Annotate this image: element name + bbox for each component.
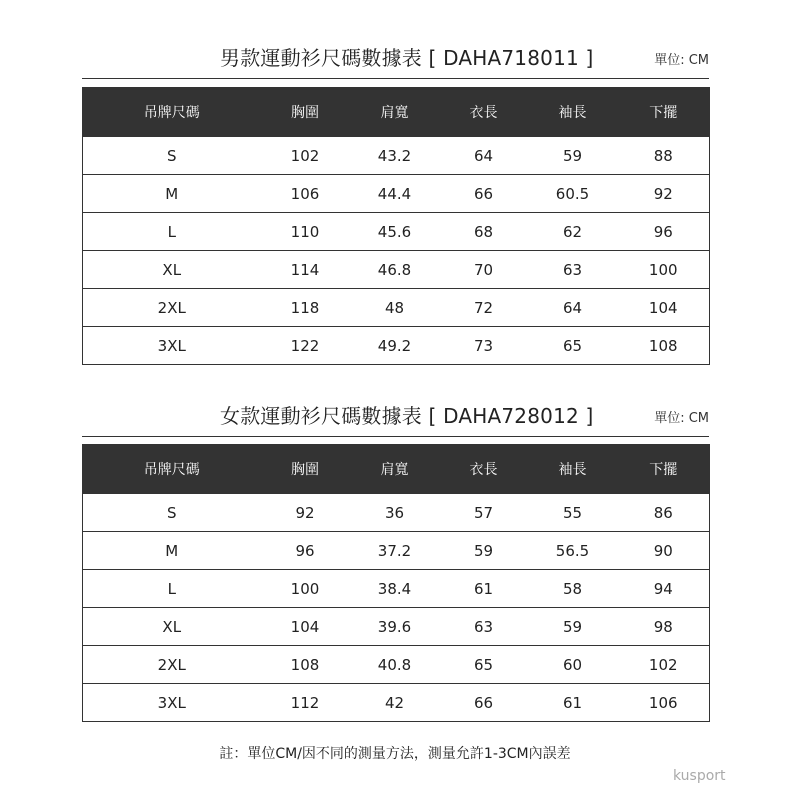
table-row <box>83 251 710 289</box>
cell: S <box>83 494 261 532</box>
womens-size-section <box>82 396 709 712</box>
cell: 96 <box>261 532 350 570</box>
cell: 2XL <box>83 646 261 684</box>
table-row <box>83 289 710 327</box>
cell: 66 <box>440 175 528 213</box>
cell: 86 <box>618 494 710 532</box>
mens-size-section <box>82 38 709 355</box>
cell: XL <box>83 608 261 646</box>
cell: 59 <box>528 137 618 175</box>
cell: 100 <box>261 570 350 608</box>
cell: 90 <box>618 532 710 570</box>
cell: 96 <box>618 213 710 251</box>
header-tag-size: 吊牌尺碼 <box>83 88 261 137</box>
cell: 68 <box>440 213 528 251</box>
table-row <box>83 608 710 646</box>
cell: S <box>83 137 261 175</box>
cell: 49.2 <box>350 327 440 365</box>
header-chest: 胸圍 <box>261 445 350 494</box>
cell: 57 <box>440 494 528 532</box>
cell: L <box>83 213 261 251</box>
table-header-row <box>83 88 710 137</box>
cell: 65 <box>440 646 528 684</box>
table-row <box>83 137 710 175</box>
mens-size-table <box>82 87 710 365</box>
cell: 108 <box>618 327 710 365</box>
cell: 110 <box>261 213 350 251</box>
cell: 61 <box>528 684 618 722</box>
header-chest: 胸圍 <box>261 88 350 137</box>
cell: 55 <box>528 494 618 532</box>
cell: 64 <box>440 137 528 175</box>
cell: 59 <box>440 532 528 570</box>
cell: XL <box>83 251 261 289</box>
table-row <box>83 570 710 608</box>
cell: 3XL <box>83 684 261 722</box>
womens-title-row <box>82 396 709 437</box>
cell: M <box>83 175 261 213</box>
cell: 65 <box>528 327 618 365</box>
cell: 58 <box>528 570 618 608</box>
cell: 92 <box>618 175 710 213</box>
mens-table-title: 男款運動衫尺碼數據表 [ DAHA718011 ] <box>220 46 594 70</box>
cell: 88 <box>618 137 710 175</box>
header-shoulder: 肩寬 <box>350 88 440 137</box>
cell: 114 <box>261 251 350 289</box>
cell: 106 <box>618 684 710 722</box>
cell: 104 <box>261 608 350 646</box>
header-hem: 下擺 <box>618 445 710 494</box>
cell: L <box>83 570 261 608</box>
cell: 112 <box>261 684 350 722</box>
cell: 102 <box>618 646 710 684</box>
header-length: 衣長 <box>440 445 528 494</box>
womens-table-title: 女款運動衫尺碼數據表 [ DAHA728012 ] <box>220 404 594 428</box>
brand-watermark: kusport <box>673 768 726 784</box>
cell: 72 <box>440 289 528 327</box>
cell: 42 <box>350 684 440 722</box>
cell: 48 <box>350 289 440 327</box>
cell: 106 <box>261 175 350 213</box>
cell: 3XL <box>83 327 261 365</box>
cell: 62 <box>528 213 618 251</box>
cell: 122 <box>261 327 350 365</box>
cell: 36 <box>350 494 440 532</box>
cell: 94 <box>618 570 710 608</box>
cell: 118 <box>261 289 350 327</box>
cell: 2XL <box>83 289 261 327</box>
cell: 92 <box>261 494 350 532</box>
cell: 40.8 <box>350 646 440 684</box>
cell: 70 <box>440 251 528 289</box>
cell: 64 <box>528 289 618 327</box>
header-shoulder: 肩寬 <box>350 445 440 494</box>
cell: 102 <box>261 137 350 175</box>
table-header-row <box>83 445 710 494</box>
womens-unit-label: 單位: CM <box>654 411 709 426</box>
cell: 100 <box>618 251 710 289</box>
header-hem: 下擺 <box>618 88 710 137</box>
cell: 61 <box>440 570 528 608</box>
mens-title-row <box>82 38 709 79</box>
cell: 63 <box>440 608 528 646</box>
cell: 108 <box>261 646 350 684</box>
cell: 43.2 <box>350 137 440 175</box>
cell: 59 <box>528 608 618 646</box>
table-row <box>83 684 710 722</box>
cell: 44.4 <box>350 175 440 213</box>
cell: 37.2 <box>350 532 440 570</box>
cell: 38.4 <box>350 570 440 608</box>
header-length: 衣長 <box>440 88 528 137</box>
cell: M <box>83 532 261 570</box>
womens-size-table <box>82 444 710 722</box>
cell: 104 <box>618 289 710 327</box>
table-row <box>83 327 710 365</box>
measurement-note: 註：單位CM/因不同的測量方法，測量允許1-3CM內誤差 <box>219 746 571 762</box>
table-row <box>83 494 710 532</box>
cell: 60.5 <box>528 175 618 213</box>
table-row <box>83 213 710 251</box>
cell: 39.6 <box>350 608 440 646</box>
cell: 73 <box>440 327 528 365</box>
cell: 46.8 <box>350 251 440 289</box>
cell: 45.6 <box>350 213 440 251</box>
cell: 66 <box>440 684 528 722</box>
cell: 56.5 <box>528 532 618 570</box>
header-sleeve: 袖長 <box>528 88 618 137</box>
mens-unit-label: 單位: CM <box>654 53 709 68</box>
header-tag-size: 吊牌尺碼 <box>83 445 261 494</box>
table-row <box>83 175 710 213</box>
table-row <box>83 532 710 570</box>
cell: 63 <box>528 251 618 289</box>
cell: 60 <box>528 646 618 684</box>
cell: 98 <box>618 608 710 646</box>
header-sleeve: 袖長 <box>528 445 618 494</box>
table-row <box>83 646 710 684</box>
